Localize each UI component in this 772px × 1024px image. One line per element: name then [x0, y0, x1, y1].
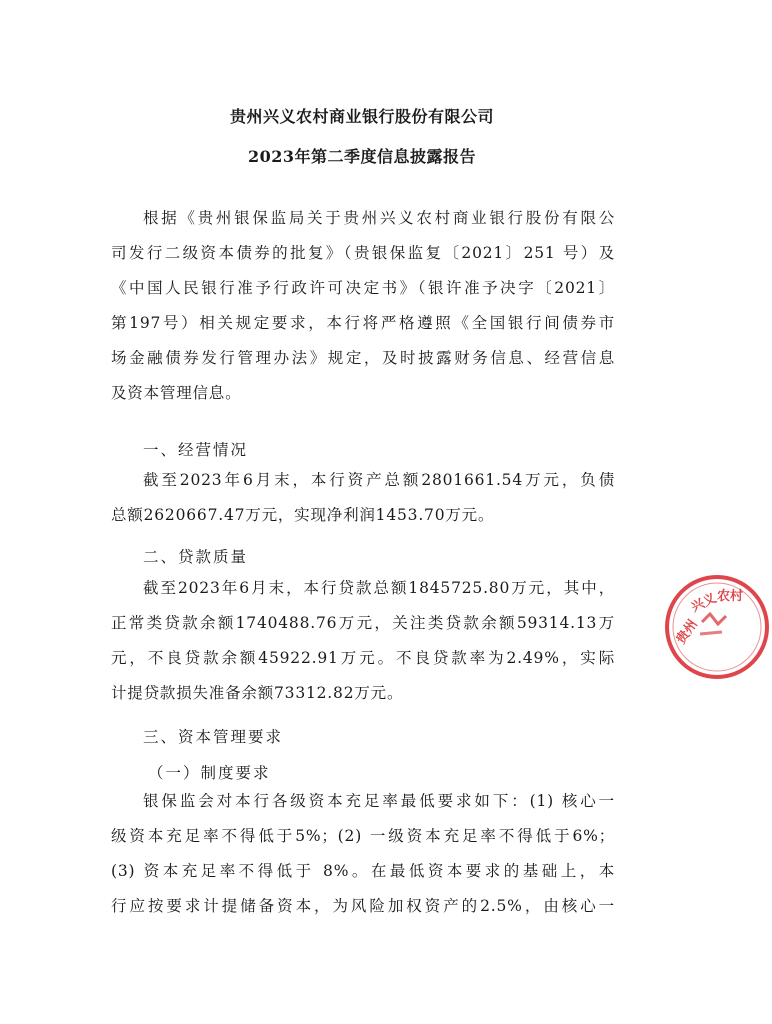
document-title: 贵州兴义农村商业银行股份有限公司 — [229, 107, 494, 126]
paragraph-line: 级资本充足率不得低于5%；(2) 一级资本充足率不得低于6%； — [111, 827, 615, 845]
paragraph-line: 第197号）相关规定要求，本行将严格遵照《全国银行间债券市 — [111, 314, 615, 332]
paragraph-line: 场金融债券发行管理办法》规定，及时披露财务信息、经营信息 — [111, 349, 615, 367]
paragraph-line: (3) 资本充足率不得低于 8%。在最低资本要求的基础上，本 — [111, 862, 615, 880]
paragraph-line: 司发行二级资本债券的批复》（贵银保监复〔2021〕251 号）及 — [111, 244, 615, 262]
paragraph-line: 截至2023年6月末，本行资产总额2801661.54万元，负债 — [143, 471, 615, 489]
intro-paragraph — [111, 201, 615, 411]
paragraph-line: 总额2620667.47万元，实现净利润1453.70万元。 — [111, 506, 495, 524]
section-operations-paragraph — [111, 463, 615, 533]
section-heading-capital: 三、资本管理要求 — [143, 728, 284, 746]
section-heading-operations: 一、经营情况 — [143, 441, 249, 459]
svg-text:兴义: 兴义 — [689, 590, 720, 616]
subsection-heading-requirements: （一）制度要求 — [148, 764, 271, 782]
svg-text:贵州: 贵州 — [673, 617, 701, 648]
subsection-requirements-paragraph — [111, 784, 615, 924]
official-seal — [662, 572, 772, 682]
paragraph-line: 计提贷款损失准备余额73312.82万元。 — [111, 684, 404, 702]
paragraph-line: 正常类贷款余额1740488.76万元，关注类贷款余额59314.13万 — [111, 614, 615, 632]
paragraph-line: 根据《贵州银保监局关于贵州兴义农村商业银行股份有限公 — [143, 209, 615, 227]
section-loan-quality-paragraph — [111, 571, 615, 711]
paragraph-line: 银保监会对本行各级资本充足率最低要求如下：(1) 核心一 — [143, 792, 615, 810]
paragraph-line: 《中国人民银行准予行政许可决定书》（银许准予决字〔2021〕 — [111, 279, 615, 297]
paragraph-line: 及资本管理信息。 — [111, 384, 242, 402]
paragraph-line: 元，不良贷款余额45922.91万元。不良贷款率为2.49%，实际 — [111, 649, 615, 667]
svg-text:农村: 农村 — [717, 589, 744, 604]
paragraph-line: 行应按要求计提储备资本，为风险加权资产的2.5%，由核心一 — [111, 897, 615, 915]
paragraph-line: 截至2023年6月末，本行贷款总额1845725.80万元，其中， — [143, 579, 615, 597]
section-heading-loan-quality: 二、贷款质量 — [143, 548, 249, 566]
document-subtitle: 2023年第二季度信息披露报告 — [247, 147, 477, 166]
